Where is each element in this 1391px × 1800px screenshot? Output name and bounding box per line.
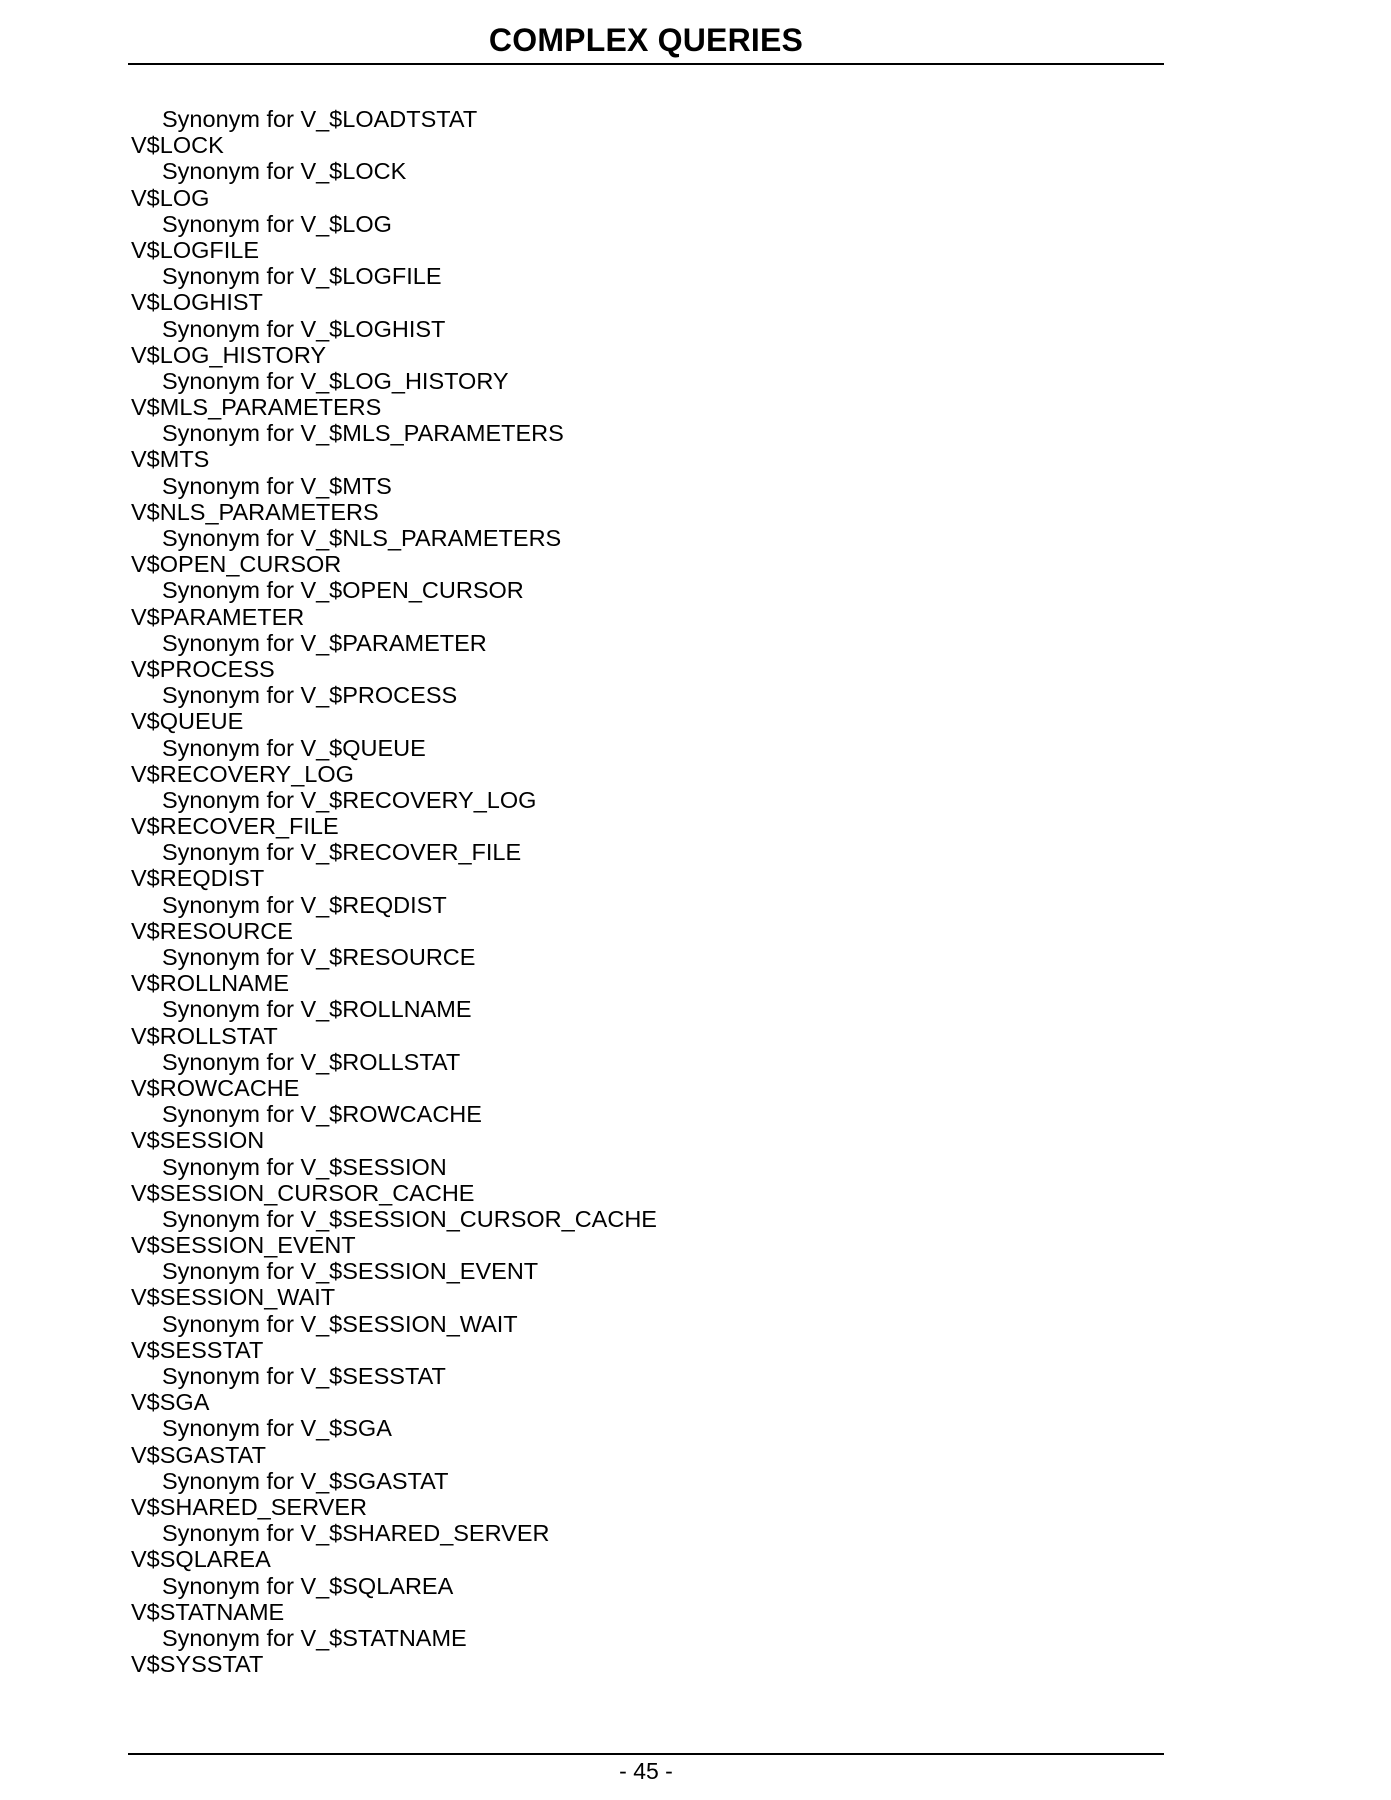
synonym-description: Synonym for V_$SGASTAT xyxy=(162,1467,449,1494)
synonym-description: Synonym for V_$OPEN_CURSOR xyxy=(162,577,524,604)
view-name: V$OPEN_CURSOR xyxy=(131,551,342,578)
view-name: V$RECOVER_FILE xyxy=(131,813,339,840)
synonym-description: Synonym for V_$LOG xyxy=(162,210,392,237)
view-name: V$ROLLSTAT xyxy=(131,1022,278,1049)
synonym-list xyxy=(131,106,657,1677)
view-name: V$LOGFILE xyxy=(131,236,259,263)
synonym-description: Synonym for V_$RECOVER_FILE xyxy=(162,839,522,866)
view-name: V$NLS_PARAMETERS xyxy=(131,498,379,525)
synonym-description: Synonym for V_$REQDIST xyxy=(162,891,447,918)
synonym-description: Synonym for V_$SQLAREA xyxy=(162,1572,454,1599)
synonym-description: Synonym for V_$ROWCACHE xyxy=(162,1101,482,1128)
synonym-description: Synonym for V_$RECOVERY_LOG xyxy=(162,786,537,813)
view-name: V$SESSION_CURSOR_CACHE xyxy=(131,1179,475,1206)
view-name: V$SQLAREA xyxy=(131,1546,271,1573)
page-number: - 45 - xyxy=(619,1758,673,1784)
view-name: V$QUEUE xyxy=(131,708,244,735)
view-name: V$RESOURCE xyxy=(131,917,293,944)
view-name: V$SESSTAT xyxy=(131,1336,264,1363)
synonym-description: Synonym for V_$MTS xyxy=(162,472,392,499)
view-name: V$LOG_HISTORY xyxy=(131,341,327,368)
header-rule xyxy=(128,63,1164,65)
synonym-description: Synonym for V_$SESSION xyxy=(162,1153,447,1180)
synonym-description: Synonym for V_$LOADTSTAT xyxy=(162,106,478,132)
view-name: V$LOGHIST xyxy=(131,289,263,316)
synonym-description: Synonym for V_$PROCESS xyxy=(162,682,458,709)
view-name: V$SESSION_EVENT xyxy=(131,1232,356,1259)
synonym-description: Synonym for V_$PARAMETER xyxy=(162,629,487,656)
view-name: V$PROCESS xyxy=(131,655,275,682)
synonym-description: Synonym for V_$SGA xyxy=(162,1415,392,1442)
synonym-description: Synonym for V_$QUEUE xyxy=(162,734,426,761)
footer-rule xyxy=(128,1753,1164,1755)
synonym-description: Synonym for V_$SESSTAT xyxy=(162,1363,446,1389)
synonym-description: Synonym for V_$LOGHIST xyxy=(162,315,446,342)
synonym-description: Synonym for V_$SESSION_CURSOR_CACHE xyxy=(162,1205,657,1232)
view-name: V$SESSION xyxy=(131,1127,265,1154)
synonym-description: Synonym for V_$RESOURCE xyxy=(162,944,476,970)
synonym-description: Synonym for V_$SESSION_WAIT xyxy=(162,1310,518,1337)
synonym-description: Synonym for V_$ROLLNAME xyxy=(162,996,472,1023)
view-name: V$ROLLNAME xyxy=(131,970,290,997)
view-name: V$SYSSTAT xyxy=(131,1651,264,1678)
synonym-description: Synonym for V_$STATNAME xyxy=(162,1624,467,1651)
synonym-description: Synonym for V_$LOCK xyxy=(162,158,407,185)
synonym-description: Synonym for V_$LOGFILE xyxy=(162,263,442,290)
synonym-description: Synonym for V_$SESSION_EVENT xyxy=(162,1258,539,1285)
view-name: V$STATNAME xyxy=(131,1598,285,1625)
synonym-description: Synonym for V_$NLS_PARAMETERS xyxy=(162,525,562,551)
page-title: COMPLEX QUERIES xyxy=(488,22,804,58)
synonym-description: Synonym for V_$SHARED_SERVER xyxy=(162,1520,550,1547)
view-name: V$REQDIST xyxy=(131,865,265,892)
view-name: V$RECOVERY_LOG xyxy=(131,760,354,787)
view-name: V$PARAMETER xyxy=(131,603,305,630)
synonym-description: Synonym for V_$ROLLSTAT xyxy=(162,1048,461,1075)
view-name: V$SHARED_SERVER xyxy=(131,1493,367,1520)
view-name: V$SESSION_WAIT xyxy=(131,1284,336,1311)
view-name: V$MTS xyxy=(131,446,210,473)
synonym-description: Synonym for V_$MLS_PARAMETERS xyxy=(162,420,564,447)
view-name: V$LOCK xyxy=(131,132,224,159)
view-name: V$SGA xyxy=(131,1389,210,1416)
synonym-description: Synonym for V_$LOG_HISTORY xyxy=(162,367,509,394)
view-name: V$ROWCACHE xyxy=(131,1074,300,1101)
view-name: V$MLS_PARAMETERS xyxy=(131,394,382,421)
view-name: V$SGASTAT xyxy=(131,1441,266,1468)
view-name: V$LOG xyxy=(131,184,210,211)
